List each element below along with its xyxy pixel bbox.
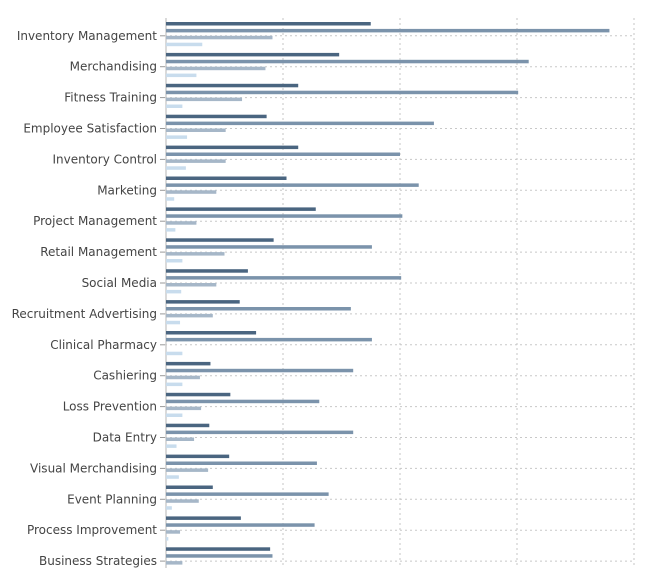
bar — [166, 431, 353, 435]
bar — [166, 43, 202, 47]
category-label: Fitness Training — [64, 90, 157, 105]
bar — [166, 153, 400, 157]
bar — [166, 414, 182, 418]
bar — [166, 393, 230, 397]
bar — [166, 177, 287, 181]
bar — [166, 259, 182, 263]
bar — [166, 221, 196, 225]
bar — [166, 105, 182, 109]
bar — [166, 516, 241, 520]
bar — [166, 383, 182, 387]
category-label: Cashiering — [93, 368, 157, 383]
bar — [166, 146, 298, 150]
bar — [166, 159, 226, 163]
bar — [166, 252, 225, 256]
bar — [166, 36, 272, 40]
bar — [166, 506, 172, 510]
category-label: Retail Management — [40, 245, 157, 260]
category-label: Social Media — [81, 276, 157, 290]
category-label: Project Management — [33, 214, 157, 229]
bar — [166, 321, 180, 325]
bar — [166, 238, 274, 242]
bar — [166, 245, 372, 249]
bar — [166, 183, 419, 187]
category-labels — [12, 29, 165, 568]
bar — [166, 290, 181, 294]
bar — [166, 60, 529, 64]
bar — [166, 362, 210, 366]
bar — [166, 338, 372, 342]
bar — [166, 530, 180, 534]
bar — [166, 369, 353, 373]
bar — [166, 499, 199, 503]
bar — [166, 207, 316, 211]
bar — [166, 462, 317, 466]
bars — [166, 22, 609, 565]
bar — [166, 98, 242, 102]
category-label: Inventory Control — [52, 152, 157, 167]
category-label: Visual Merchandising — [30, 461, 157, 476]
bar — [166, 547, 270, 551]
bar — [166, 486, 213, 490]
bar — [166, 91, 518, 95]
bar — [166, 214, 402, 218]
bar — [166, 135, 187, 139]
bar — [166, 468, 208, 472]
category-label: Marketing — [97, 183, 157, 198]
bar — [166, 190, 216, 194]
category-label: Merchandising — [69, 59, 157, 74]
bar — [166, 331, 256, 335]
bar — [166, 523, 315, 527]
bar — [166, 424, 209, 428]
category-label: Business Strategies — [38, 554, 157, 569]
category-label: Process Improvement — [26, 523, 157, 538]
category-label: Inventory Management — [16, 28, 157, 43]
bar — [166, 314, 213, 318]
bar — [166, 283, 216, 287]
category-label: Event Planning — [67, 492, 157, 507]
bar — [166, 197, 174, 201]
bar — [166, 455, 229, 459]
bar — [166, 269, 248, 273]
bar — [166, 29, 609, 33]
bar — [166, 84, 298, 88]
category-label: Clinical Pharmacy — [50, 337, 157, 352]
bar — [166, 400, 319, 404]
bar — [166, 22, 371, 26]
bar — [166, 74, 196, 78]
category-label: Employee Satisfaction — [23, 121, 157, 136]
bar — [166, 438, 194, 442]
bar — [166, 129, 226, 133]
category-label: Data Entry — [92, 430, 157, 445]
bar — [166, 537, 168, 541]
category-label: Loss Prevention — [62, 399, 157, 414]
bar — [166, 300, 240, 304]
bar — [166, 352, 182, 356]
bar — [166, 67, 265, 71]
bar — [166, 475, 179, 479]
bar — [166, 53, 339, 57]
bar — [166, 307, 351, 311]
category-label: Recruitment Advertising — [11, 306, 157, 321]
bar — [166, 228, 175, 232]
bar — [166, 554, 272, 558]
bar — [166, 276, 401, 280]
bar — [166, 166, 186, 170]
bar — [166, 407, 201, 411]
bar — [166, 444, 177, 448]
bar — [166, 561, 182, 565]
bar — [166, 492, 329, 496]
bar — [166, 376, 200, 380]
bar — [166, 122, 434, 126]
bar — [166, 115, 267, 119]
